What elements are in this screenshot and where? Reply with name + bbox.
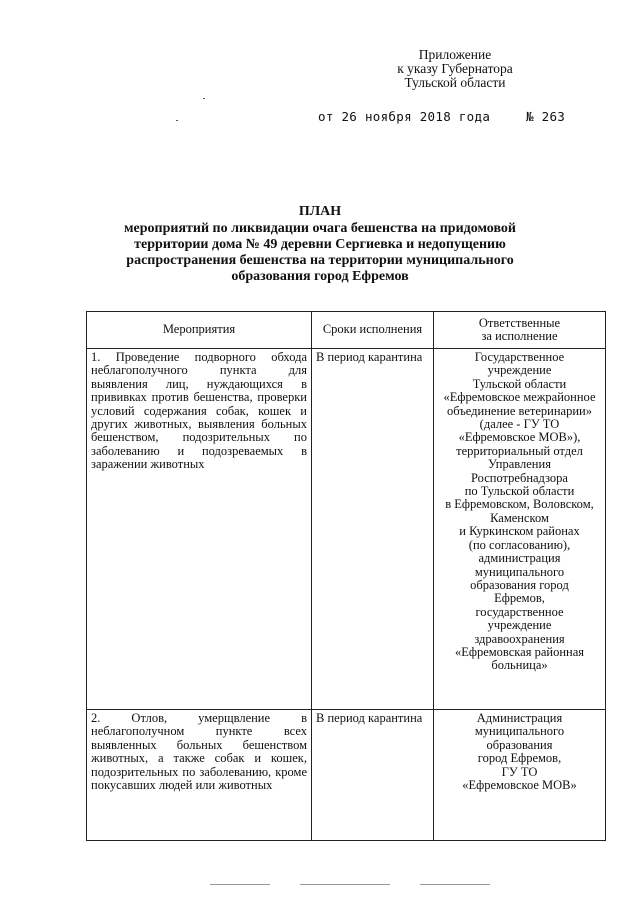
responsible-line: муниципального [474,724,565,739]
scan-speck [176,120,178,121]
responsible-line: Роспотребнадзора [471,470,568,485]
responsible-line: по Тульской области [464,484,575,499]
responsible-line: Ефремов, [494,591,545,606]
responsible-line: Каменском [490,510,549,525]
plan-title [110,204,530,285]
responsible-line: и Куркинском районах [459,524,580,539]
appendix-block [380,48,530,90]
responsible-line: государственное [475,604,564,619]
responsible-line: Государственное [474,350,565,364]
responsible-line: «Ефремовское МОВ» [462,778,577,793]
scan-speck [300,884,390,885]
responsible-line: объединение ветеринарии» [447,403,592,418]
header-responsible-line-2: за исполнение [481,329,558,343]
responsible-line: здравоохранения [474,631,565,646]
responsible-line: ГУ ТО [501,764,538,779]
header-terms: Сроки исполнения [312,312,434,349]
decree-number: № 263 [526,109,566,124]
title-line-1: мероприятий по ликвидации очага бешенства на придомовой [123,221,516,236]
row-1-measure: 1. Проведение подворного обхода неблагополучного пункта для выявления лиц, нуждающихся в прививках против бешенства, проверки условий содержания собак, кошек и других животных, выявления больных бешенством, подозрительных по заболеванию и подозреваемых в заражении животных [87,349,312,710]
responsible-line: «Ефремовское МОВ»), [458,430,581,445]
appendix-line-3: Тульской области [404,75,506,90]
responsible-line: «Ефремовское межрайонное [443,390,596,405]
header-responsible [434,312,606,349]
table-header-row [87,312,606,349]
title-heading: ПЛАН [298,204,342,219]
responsible-line: (по согласованию), [468,537,571,552]
row-2-term: В период карантина [312,710,434,841]
responsible-line: Тульской области [472,376,567,391]
responsible-line: (далее - ГУ ТО [479,417,560,432]
responsible-line: Администрация [476,711,563,725]
responsible-line: образования город [470,577,569,592]
responsible-line: территориальный отдел [456,443,583,458]
table-row [87,710,606,841]
responsible-line: учреждение [487,618,552,633]
row-1-responsible [434,349,606,710]
title-line-4: образования город Ефремов [231,269,409,284]
table-row [87,349,606,710]
scan-speck [203,98,205,99]
responsible-line: муниципального [474,564,565,579]
appendix-line-1: Приложение [418,47,492,62]
header-measures: Мероприятия [87,312,312,349]
scan-speck [210,884,270,885]
appendix-line-2: к указу Губернатора [397,61,513,76]
responsible-line: в Ефремовском, Воловском, [445,497,594,512]
title-line-3: распространения бешенства на территории муниципального [126,253,514,268]
responsible-line: учреждение [487,363,552,378]
responsible-line: «Ефремовская районная [454,644,585,659]
decree-date: от 26 ноября 2018 года [318,109,491,124]
scan-speck [420,884,490,885]
row-1-term: В период карантина [312,349,434,710]
responsible-line: больница» [491,658,548,673]
responsible-line: администрация [478,551,561,566]
row-2-responsible [434,710,606,841]
decree-line [318,109,588,124]
responsible-line: город Ефремов, [477,751,562,766]
header-responsible-line-1: Ответственные [478,315,561,330]
row-2-measure: 2. Отлов, умерщвление в неблагополучном пункте всех выявленных больных бешенством животных, а также собак и кошек, подозрительных по заболеванию, кроме покусавших людей или животных [87,710,312,841]
plan-table [86,311,606,841]
responsible-line: образования [486,737,553,752]
title-line-2: территории дома № 49 деревни Сергиевка и недопущению [134,237,506,252]
responsible-line: Управления [488,457,551,472]
